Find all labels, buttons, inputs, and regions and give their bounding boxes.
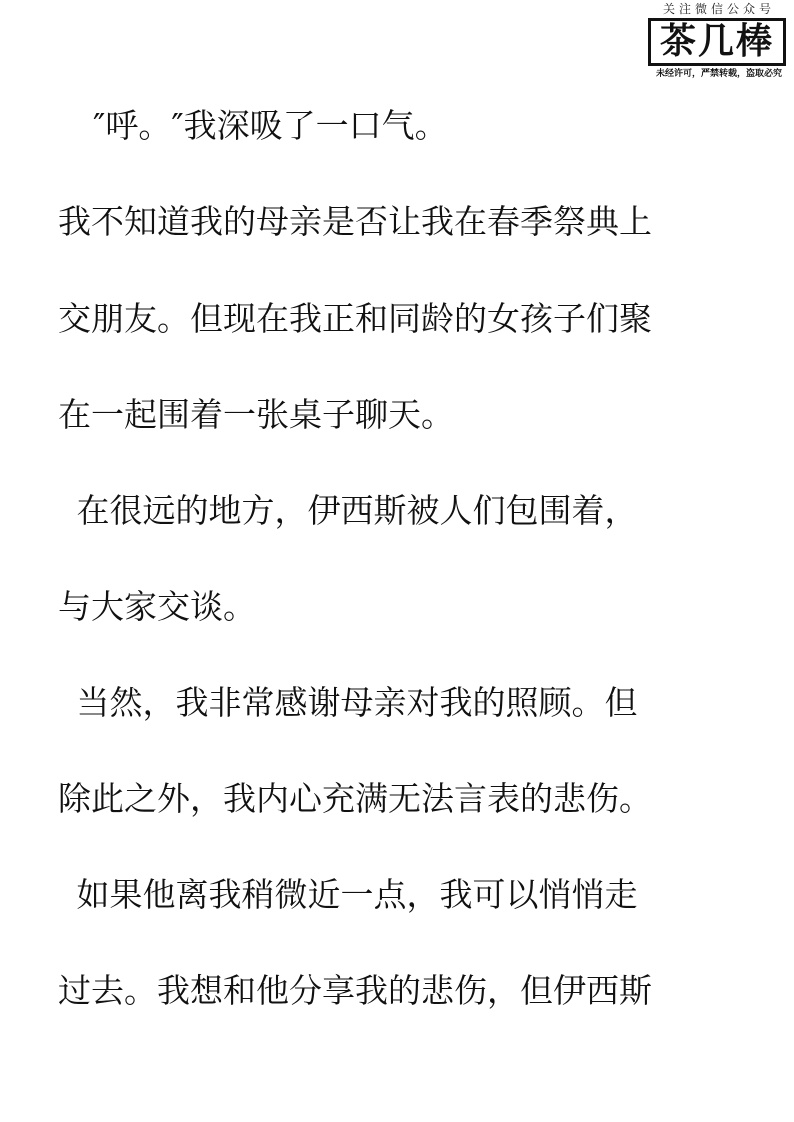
text-line-1: ″呼。″我深吸了一口气。 xyxy=(60,106,448,145)
text-line-9: 如果他离我稍微近一点，我可以悄悄走 xyxy=(66,875,638,914)
watermark-box xyxy=(648,18,786,66)
text-line-2: 我不知道我的母亲是否让我在春季祭典上 xyxy=(58,202,652,241)
watermark-logo xyxy=(646,0,792,84)
text-line-6: 与大家交谈。 xyxy=(58,587,256,626)
text-line-8: 除此之外，我内心充满无法言表的悲伤。 xyxy=(58,779,652,818)
text-line-3: 交朋友。但现在我正和同龄的女孩子们聚 xyxy=(58,299,652,338)
watermark-caption: 关注微信公众号 xyxy=(662,2,775,16)
text-line-10: 过去。我想和他分享我的悲伤，但伊西斯 xyxy=(58,971,652,1010)
text-line-7: 当然，我非常感谢母亲对我的照顾。但 xyxy=(66,683,638,722)
text-line-4: 在一起围着一张桌子聊天。 xyxy=(58,395,454,434)
text-line-5: 在很远的地方，伊西斯被人们包围着， xyxy=(66,491,638,530)
watermark-notice: 未经许可，严禁转载，盗取必究 xyxy=(655,69,782,79)
watermark-name: 茶几棒 xyxy=(659,21,774,62)
